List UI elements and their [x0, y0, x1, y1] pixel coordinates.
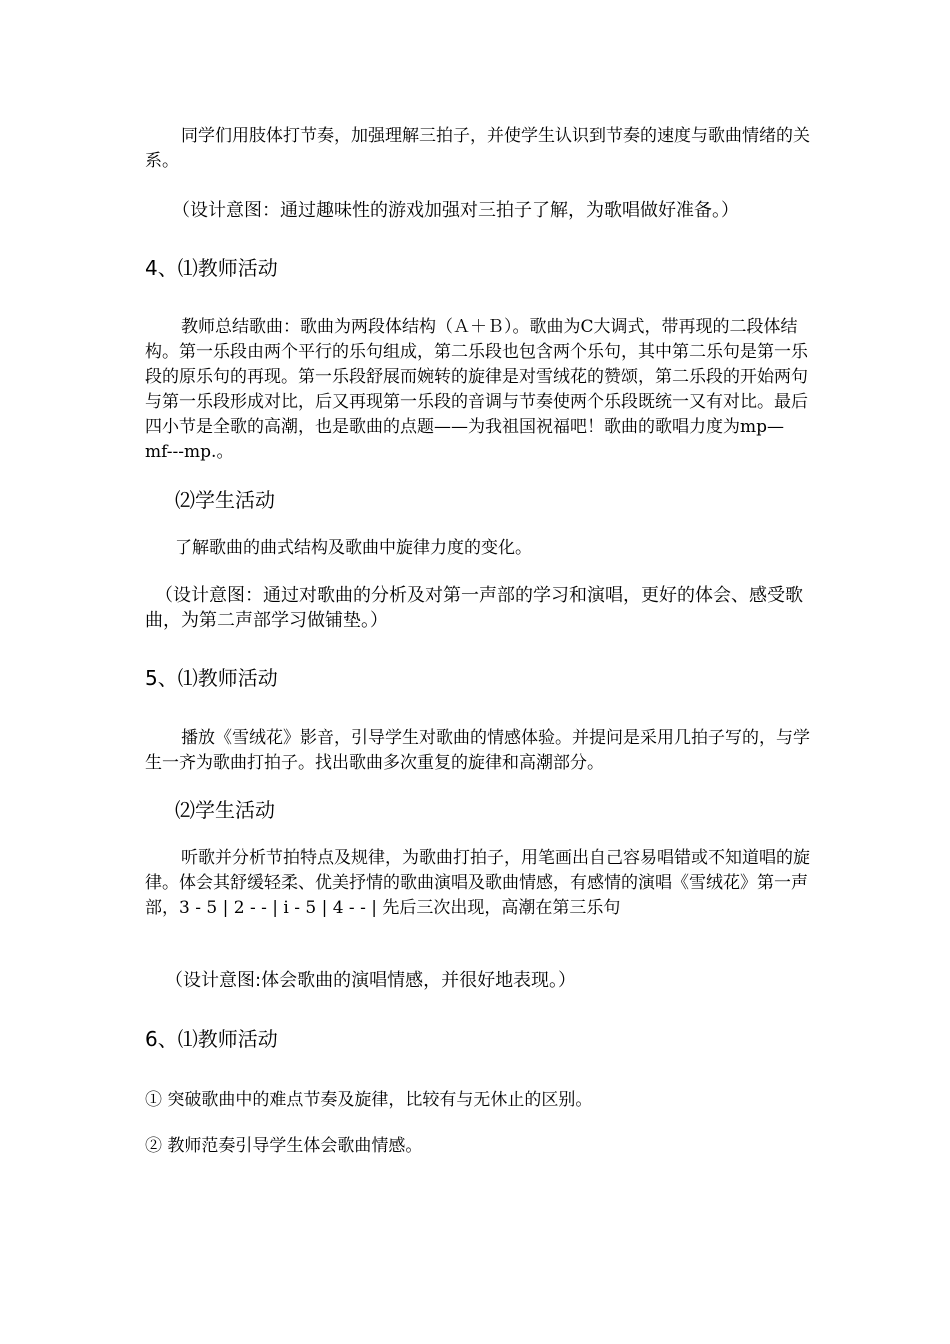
- design-intent-note-1: （设计意图：通过趣味性的游戏加强对三拍子了解，为歌唱做好准备。）: [172, 200, 739, 221]
- section-5-student-subheading: ⑵学生活动: [175, 798, 275, 822]
- section-4-teacher-paragraph: 教师总结歌曲：歌曲为两段体结构（Ａ＋Ｂ）。歌曲为C大调式，带再现的二段体结构。第一乐段由两个平行的乐句组成，第二乐段也包含两个乐句，其中第二乐句是第一乐段的原乐句的再现。第一乐段舒展而婉转的旋律是对雪绒花的赞颂，第二乐段的开始两句与第一乐段形成对比，后又再现第一乐段的音调与节奏使两个乐段既统一又有对比。最后四小节是全歌的高潮，也是歌曲的点题——为我祖国祝福吧！歌曲的歌唱力度为mp—mf---mp.。: [145, 317, 808, 462]
- list-item-1: ① 突破歌曲中的难点节奏及旋律，比较有与无休止的区别。: [145, 1090, 593, 1110]
- design-intent-note-2: （设计意图：通过对歌曲的分析及对第一声部的学习和演唱，更好的体会、感受歌曲，为第二声部学习做铺垫。）: [145, 585, 803, 631]
- section-4-student-subheading: ⑵学生活动: [175, 488, 275, 512]
- design-intent-note-3: （设计意图:体会歌曲的演唱情感，并很好地表现。）: [165, 970, 577, 991]
- heading-section-6: 6、⑴教师活动: [145, 1027, 278, 1051]
- intro-paragraph: 同学们用肢体打节奏，加强理解三拍子，并使学生认识到节奏的速度与歌曲情绪的关系。: [145, 126, 810, 171]
- section-4-student-paragraph: 了解歌曲的曲式结构及歌曲中旋律力度的变化。: [175, 538, 532, 558]
- list-item-2: ② 教师范奏引导学生体会歌曲情感。: [145, 1136, 423, 1156]
- section-5-student-paragraph: 听歌并分析节拍特点及规律，为歌曲打拍子，用笔画出自己容易唱错或不知道唱的旋律。体会其舒缓轻柔、优美抒情的歌曲演唱及歌曲情感，有感情的演唱《雪绒花》第一声部，3 - 5 | 2 - - | i - 5 | 4 - - | 先后三次出现，高潮在第三乐句: [145, 848, 810, 918]
- heading-section-5: 5、⑴教师活动: [145, 666, 278, 690]
- section-5-teacher-paragraph: 播放《雪绒花》影音，引导学生对歌曲的情感体验。并提问是采用几拍子写的，与学生一齐为歌曲打拍子。找出歌曲多次重复的旋律和高潮部分。: [145, 728, 810, 773]
- heading-section-4: 4、⑴教师活动: [145, 256, 278, 280]
